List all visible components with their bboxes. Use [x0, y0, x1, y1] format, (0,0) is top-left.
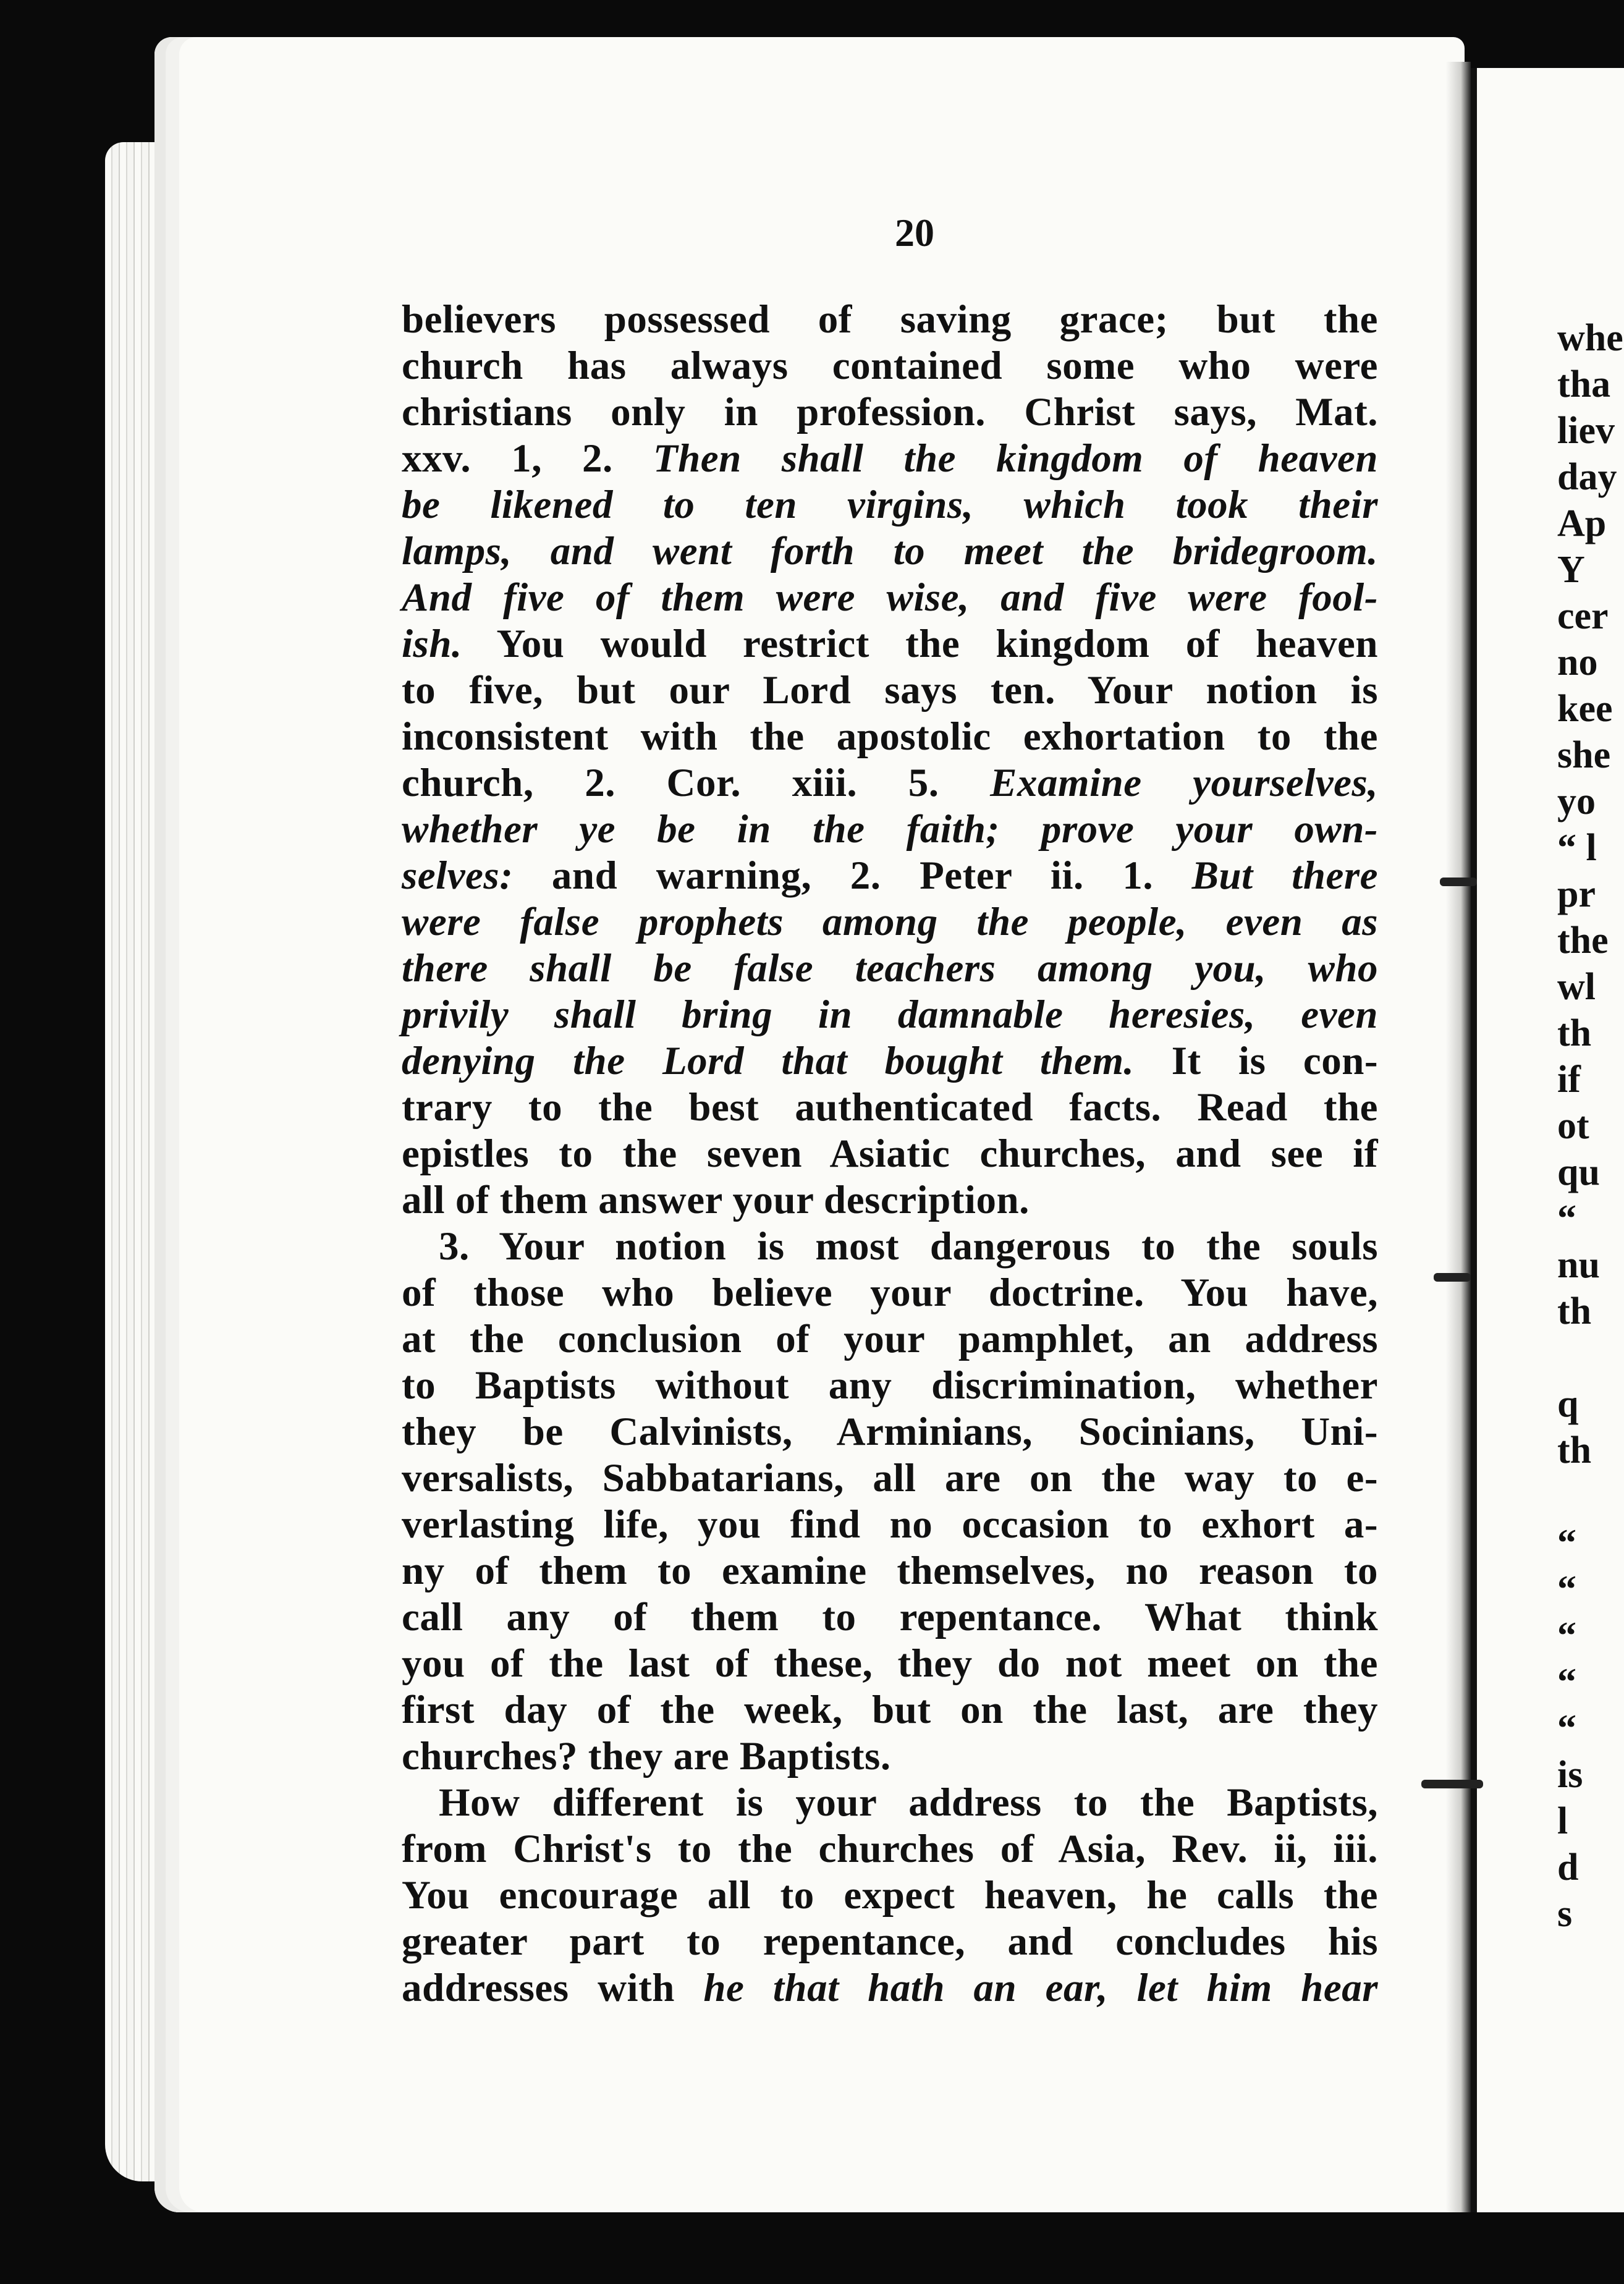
right-page-fragment: “ — [1557, 1568, 1576, 1610]
roman-text: inconsistent with the apostolic exhortation to the — [402, 714, 1378, 759]
text-line — [402, 482, 1378, 528]
right-page-fragment: nu — [1557, 1244, 1600, 1286]
page-edges — [105, 142, 161, 2181]
italic-text: ish. — [402, 622, 462, 666]
roman-text: epistles to the seven Asiatic churches, and see if — [402, 1131, 1378, 1176]
right-page-fragment: l — [1557, 1800, 1568, 1842]
binding-stitch — [1440, 878, 1477, 886]
body-text — [402, 297, 1378, 2011]
right-page-fragment: the — [1557, 920, 1609, 962]
roman-text: to Baptists without any discrimination, whether — [402, 1363, 1378, 1408]
right-page-fragment: “ — [1557, 1522, 1576, 1564]
italic-text: But there — [1191, 853, 1378, 898]
text-line — [402, 1131, 1378, 1177]
right-page-fragment: “ l — [1557, 827, 1597, 869]
text-line — [402, 575, 1378, 621]
right-page-fragment: ot — [1557, 1105, 1589, 1147]
right-page-text — [1557, 315, 1623, 1937]
right-page-fragment: Ap — [1557, 502, 1607, 544]
text-line — [402, 1038, 1378, 1085]
italic-text: privily shall bring in damnable heresies, even — [402, 992, 1378, 1037]
roman-text: all of them answer your description. — [402, 1178, 1030, 1222]
text-line — [402, 1641, 1378, 1687]
roman-text: trary to the best authenticated facts. Read the — [402, 1085, 1378, 1130]
text-line — [402, 992, 1378, 1038]
right-page-fragment — [1557, 1474, 1623, 1520]
roman-text: first day of the week, but on the last, are they — [402, 1688, 1378, 1732]
right-page-fragment: “ — [1557, 1661, 1576, 1703]
text-line — [402, 1965, 1378, 2011]
right-page-fragment: no — [1557, 641, 1598, 683]
text-line — [402, 1363, 1378, 1409]
roman-text: ny of them to examine themselves, no reason to — [402, 1549, 1378, 1593]
binding-stitch — [1434, 1273, 1471, 1282]
right-page-fragment: pr — [1557, 873, 1596, 915]
right-page-fragment: q — [1557, 1383, 1579, 1425]
right-page-fragment: is — [1557, 1754, 1583, 1796]
text-line — [402, 806, 1378, 853]
italic-text: he that hath an ear, let him hear — [703, 1966, 1379, 2010]
right-page-fragment: tha — [1557, 363, 1611, 405]
roman-text: greater part to repentance, and concludes his — [402, 1919, 1378, 1964]
italic-text: whether ye be in the faith; prove your own- — [402, 807, 1378, 852]
roman-text: of those who believe your doctrine. You have, — [402, 1271, 1378, 1315]
roman-text: to five, but our Lord says ten. Your notion is — [402, 668, 1378, 713]
roman-text: you of the last of these, they do not meet on the — [402, 1641, 1378, 1686]
roman-text: addresses with — [402, 1966, 704, 2010]
right-page-fragment: qu — [1557, 1151, 1600, 1193]
italic-text: Examine yourselves, — [990, 761, 1379, 805]
roman-text: How different is your address to the Baptists, — [439, 1780, 1378, 1825]
text-line — [402, 389, 1378, 436]
roman-text: they be Calvinists, Arminians, Socinians, Uni- — [402, 1410, 1378, 1454]
roman-text: churches? they are Baptists. — [402, 1734, 891, 1779]
right-page-fragment: “ — [1557, 1198, 1576, 1240]
text-line — [402, 1085, 1378, 1131]
roman-text: christians only in profession. Christ says, Mat. — [402, 390, 1378, 434]
roman-text: and warning, 2. Peter ii. 1. — [513, 853, 1192, 898]
text-line — [402, 1316, 1378, 1363]
text-line — [402, 1780, 1378, 1826]
right-page-fragment: cer — [1557, 595, 1609, 637]
text-line — [402, 1548, 1378, 1594]
right-page-fragment: th — [1557, 1429, 1592, 1471]
right-page-fragment: “ — [1557, 1615, 1576, 1657]
roman-text: You would restrict the kingdom of heaven — [462, 622, 1378, 666]
text-line — [402, 528, 1378, 575]
right-page-fragment: if — [1557, 1059, 1581, 1101]
roman-text: xxv. 1, 2. — [402, 436, 653, 481]
right-page-fragment: liev — [1557, 410, 1615, 452]
roman-text: from Christ's to the churches of Asia, Rev. ii, iii. — [402, 1827, 1378, 1871]
roman-text: believers possessed of saving grace; but the — [402, 297, 1378, 342]
text-line — [402, 1919, 1378, 1965]
binding-stitch — [1421, 1780, 1483, 1788]
right-page-fragment: “ — [1557, 1707, 1576, 1749]
italic-text: lamps, and went forth to meet the bridegroom. — [402, 529, 1378, 573]
text-line — [402, 297, 1378, 343]
text-line — [402, 899, 1378, 945]
text-line — [402, 667, 1378, 714]
right-page-fragment: th — [1557, 1290, 1592, 1332]
italic-text: Then shall the kingdom of heaven — [653, 436, 1378, 481]
right-page-fragment: s — [1557, 1893, 1573, 1935]
text-line — [402, 1872, 1378, 1919]
italic-text: be likened to ten virgins, which took their — [402, 483, 1378, 527]
italic-text: were false prophets among the people, even as — [402, 900, 1378, 944]
roman-text: verlasting life, you find no occasion to exhort a- — [402, 1502, 1378, 1547]
text-line — [402, 853, 1378, 899]
right-page-fragment: Y — [1557, 549, 1585, 591]
right-page-fragment: day — [1557, 456, 1617, 498]
text-line — [402, 1409, 1378, 1455]
roman-text: You encourage all to expect heaven, he calls the — [402, 1873, 1378, 1918]
italic-text: selves: — [402, 853, 514, 898]
roman-text: versalists, Sabbatarians, all are on the way to e- — [402, 1456, 1378, 1500]
text-line — [402, 714, 1378, 760]
text-line — [402, 1270, 1378, 1316]
italic-text: there shall be false teachers among you, who — [402, 946, 1378, 991]
roman-text: at the conclusion of your pamphlet, an address — [402, 1317, 1378, 1361]
italic-text: And five of them were wise, and five were fool- — [402, 575, 1378, 620]
text-line — [402, 1177, 1378, 1224]
text-line — [402, 436, 1378, 482]
right-page-fragment: d — [1557, 1846, 1579, 1889]
text-line — [402, 1224, 1378, 1270]
text-line — [402, 760, 1378, 806]
italic-text: denying the Lord that bought them. — [402, 1039, 1135, 1083]
right-page-fragment — [1557, 1335, 1623, 1381]
right-page-fragment: kee — [1557, 688, 1613, 730]
text-line — [402, 1826, 1378, 1872]
text-line — [402, 1687, 1378, 1733]
right-page-fragment: she — [1557, 734, 1611, 776]
text-line — [402, 1733, 1378, 1780]
text-line — [402, 1502, 1378, 1548]
right-page-fragment: wl — [1557, 966, 1596, 1008]
page-number: 20 — [895, 211, 934, 255]
right-page-fragment: yo — [1557, 780, 1596, 823]
roman-text: 3. Your notion is most dangerous to the souls — [439, 1224, 1378, 1269]
text-line — [402, 343, 1378, 389]
right-page-fragment: th — [1557, 1012, 1592, 1054]
text-line — [402, 1594, 1378, 1641]
roman-text: church has always contained some who were — [402, 344, 1378, 388]
roman-text: call any of them to repentance. What think — [402, 1595, 1378, 1639]
roman-text: It is con- — [1134, 1039, 1378, 1083]
book-gutter — [1446, 62, 1471, 2212]
text-line — [402, 945, 1378, 992]
right-page-fragment: whe — [1557, 317, 1623, 359]
text-line — [402, 621, 1378, 667]
text-line — [402, 1455, 1378, 1502]
roman-text: church, 2. Cor. xiii. 5. — [402, 761, 991, 805]
